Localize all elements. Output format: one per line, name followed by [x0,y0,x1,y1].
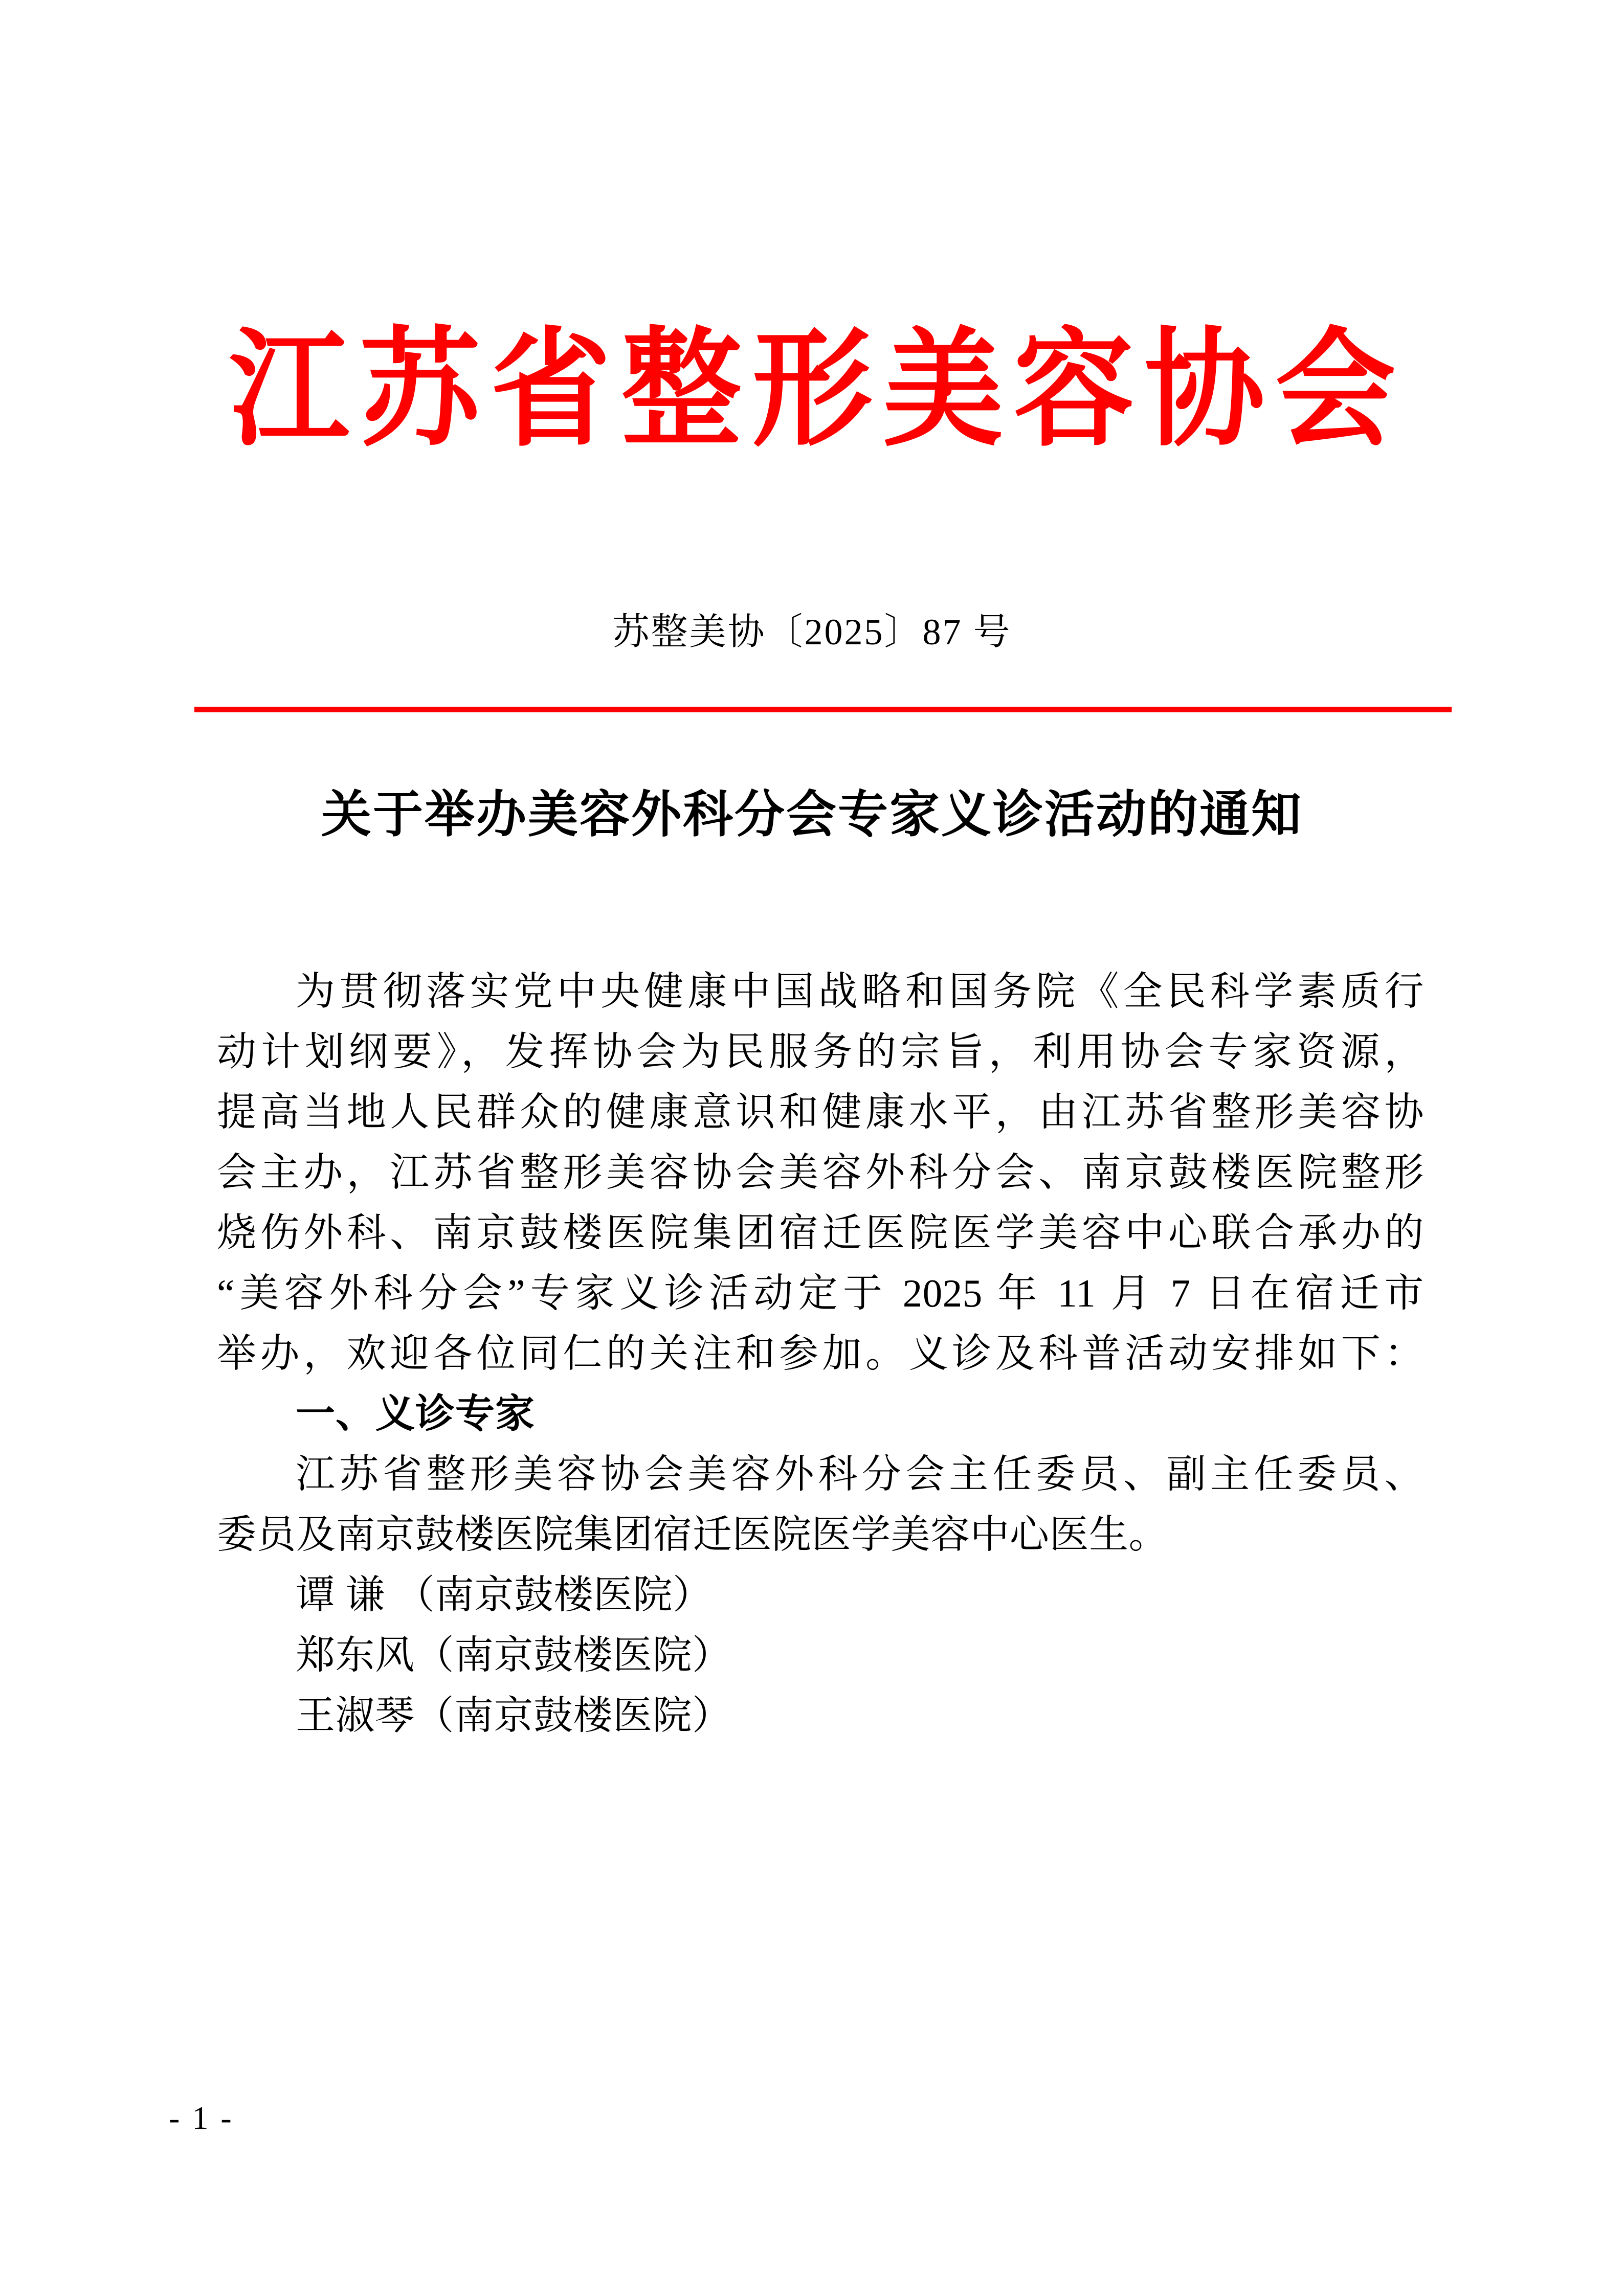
list-item: 王淑琴（南京鼓楼医院） [296,1694,732,1738]
paragraph-line: 会主办，江苏省整形美容协会美容外科分会、南京鼓楼医院整形 [217,1151,1424,1195]
page-title: 关于举办美容外科分会专家义诊活动的通知 [321,787,1303,843]
paragraph-line: 举办，欢迎各位同仁的关注和参加。义诊及科普活动安排如下： [217,1332,1424,1376]
red-separator-rule [194,707,1452,712]
section-heading-1: 一、义诊专家 [296,1392,535,1436]
expert-list [217,1565,1424,1746]
letterhead-organization-title: 江苏省整形美容协会 [229,320,1406,462]
list-item: 郑东风（南京鼓楼医院） [296,1633,732,1677]
paragraph-line: 为贯彻落实党中央健康中国战略和国务院《全民科学素质行 [296,970,1424,1014]
paragraph-line: 提高当地人民群众的健康意识和健康水平，由江苏省整形美容协 [217,1090,1424,1134]
document-body [217,961,1424,1746]
paragraph-line: 江苏省整形美容协会美容外科分会主任委员、副主任委员、 [296,1452,1424,1496]
page-number: - 1 - [169,2100,234,2136]
paragraph-line: 动计划纲要》，发挥协会为民服务的宗旨，利用协会专家资源， [217,1030,1424,1074]
paragraph-line: 委员及南京鼓楼医院集团宿迁医院医学美容中心医生。 [217,1513,1168,1557]
section-1-paragraph [217,1444,1424,1565]
paragraph-intro [217,961,1424,1384]
letterhead [0,320,1624,462]
list-item: 谭 谦 （南京鼓楼医院） [296,1573,713,1617]
paragraph-line: “美容外科分会”专家义诊活动定于 2025 年 11 月 7 日在宿迁市 [217,1271,1424,1315]
document-number: 苏整美协〔2025〕87 号 [612,612,1012,652]
document-number-row [0,614,1624,650]
paragraph-line: 烧伤外科、南京鼓楼医院集团宿迁医院医学美容中心联合承办的 [217,1211,1424,1255]
document-title-row [0,787,1624,843]
